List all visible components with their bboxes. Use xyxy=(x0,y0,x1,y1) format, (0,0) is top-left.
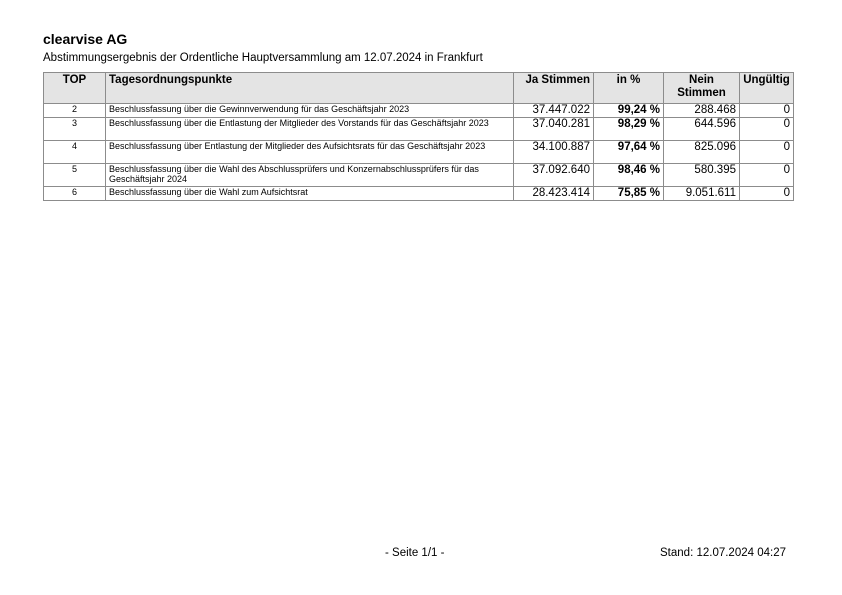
cell-no-votes: 288.468 xyxy=(664,104,740,118)
cell-yes-votes: 37.447.022 xyxy=(514,104,594,118)
cell-top: 3 xyxy=(44,118,106,141)
cell-agenda-item: Beschlussfassung über Entlastung der Mitglieder des Aufsichtsrats für das Geschäftsjahr 2023 xyxy=(106,141,514,164)
table-header-row xyxy=(44,73,794,104)
cell-no-votes: 825.096 xyxy=(664,141,740,164)
column-header-top: TOP xyxy=(44,73,106,104)
table-row xyxy=(44,118,794,141)
voting-results-table xyxy=(43,72,794,201)
cell-no-votes: 644.596 xyxy=(664,118,740,141)
company-name: clearvise AG xyxy=(43,31,128,47)
column-header-invalid: Ungültig xyxy=(740,73,794,104)
cell-percent: 98,29 % xyxy=(594,118,664,141)
table-row xyxy=(44,141,794,164)
cell-percent: 98,46 % xyxy=(594,164,664,187)
cell-agenda-item: Beschlussfassung über die Entlastung der Mitglieder des Vorstands für das Geschäftsjahr 2023 xyxy=(106,118,514,141)
column-header-no-votes: Nein Stimmen xyxy=(664,73,740,104)
cell-top: 6 xyxy=(44,187,106,201)
cell-yes-votes: 28.423.414 xyxy=(514,187,594,201)
cell-no-votes: 580.395 xyxy=(664,164,740,187)
cell-invalid: 0 xyxy=(740,187,794,201)
cell-invalid: 0 xyxy=(740,164,794,187)
cell-agenda-item: Beschlussfassung über die Wahl zum Aufsichtsrat xyxy=(106,187,514,201)
table-row xyxy=(44,164,794,187)
column-header-percent: in % xyxy=(594,73,664,104)
document-subtitle: Abstimmungsergebnis der Ordentliche Hauptversammlung am 12.07.2024 in Frankfurt xyxy=(43,52,483,64)
cell-invalid: 0 xyxy=(740,141,794,164)
cell-agenda-item: Beschlussfassung über die Gewinnverwendung für das Geschäftsjahr 2023 xyxy=(106,104,514,118)
cell-percent: 97,64 % xyxy=(594,141,664,164)
cell-percent: 99,24 % xyxy=(594,104,664,118)
cell-invalid: 0 xyxy=(740,118,794,141)
column-header-yes-votes: Ja Stimmen xyxy=(514,73,594,104)
page-number: - Seite 1/1 - xyxy=(385,547,445,559)
cell-top: 4 xyxy=(44,141,106,164)
column-header-agenda-item: Tagesordnungspunkte xyxy=(106,73,514,104)
cell-invalid: 0 xyxy=(740,104,794,118)
cell-percent: 75,85 % xyxy=(594,187,664,201)
cell-yes-votes: 34.100.887 xyxy=(514,141,594,164)
cell-top: 5 xyxy=(44,164,106,187)
cell-no-votes: 9.051.611 xyxy=(664,187,740,201)
cell-yes-votes: 37.092.640 xyxy=(514,164,594,187)
cell-top: 2 xyxy=(44,104,106,118)
cell-yes-votes: 37.040.281 xyxy=(514,118,594,141)
cell-agenda-item: Beschlussfassung über die Wahl des Abschlussprüfers und Konzernabschlussprüfers für das Geschäftsjahr 2024 xyxy=(106,164,514,187)
table-row xyxy=(44,187,794,201)
timestamp: Stand: 12.07.2024 04:27 xyxy=(660,547,786,559)
table-row xyxy=(44,104,794,118)
